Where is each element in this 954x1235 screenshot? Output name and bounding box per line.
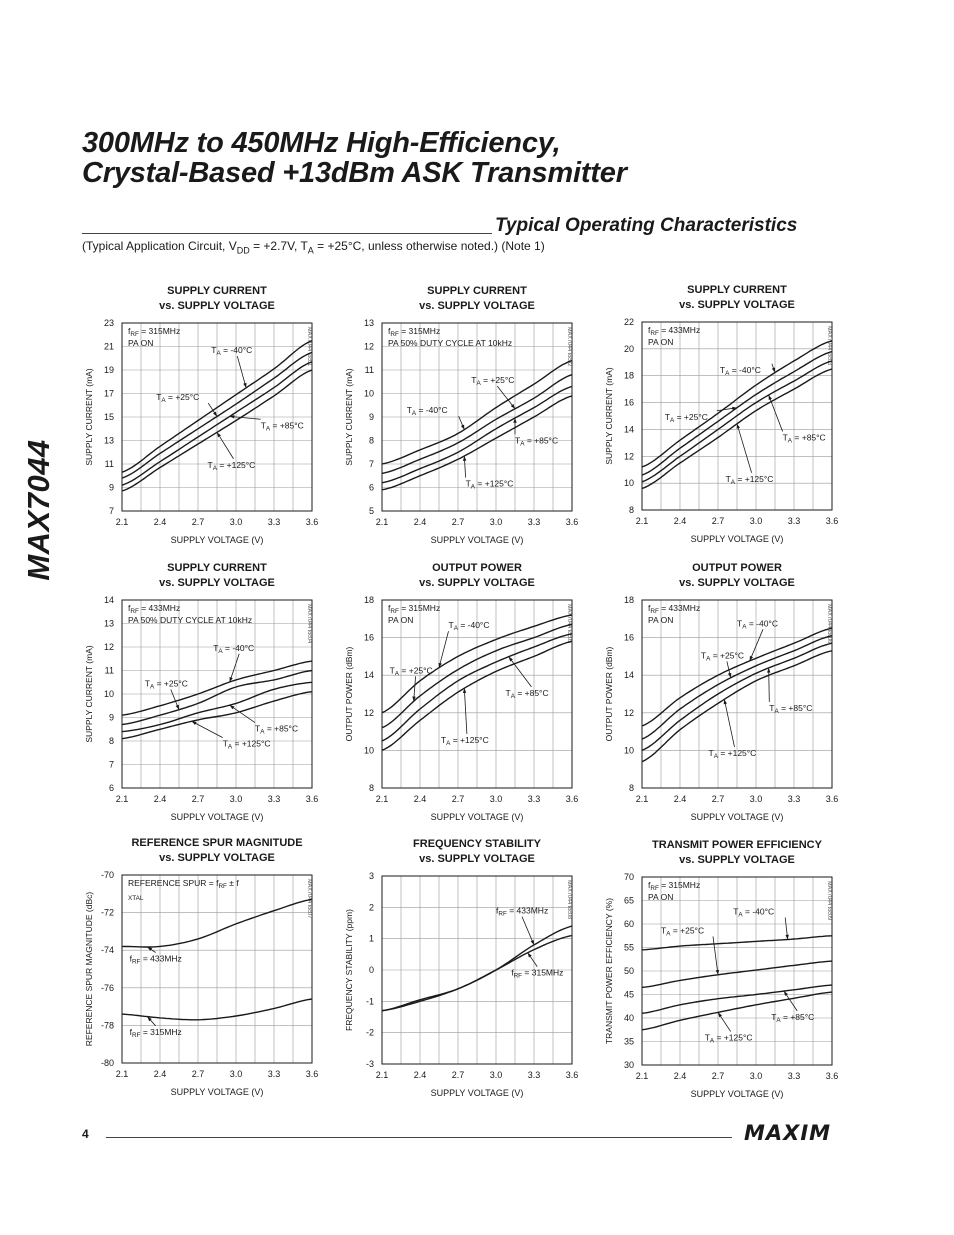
- y-tick-label: 10: [623, 745, 634, 756]
- x-tick-label: 3.0: [489, 517, 503, 527]
- chart-svg: [80, 832, 380, 1097]
- y-tick-label: 5: [368, 506, 374, 516]
- curve-label: $T_A = +125^\circ C$: [465, 478, 514, 491]
- chart-note: PA ON: [128, 338, 154, 348]
- curve-label: $T_A = +85^\circ C$: [255, 723, 299, 736]
- x-tick-label: 3.0: [229, 1069, 243, 1079]
- label-arrow: [237, 356, 246, 388]
- chart-5: [340, 557, 640, 822]
- section-rule: [82, 233, 492, 234]
- chart-title-line-2: vs. SUPPLY VOLTAGE: [419, 853, 535, 865]
- figure-code: MAX7044 toc05: [566, 604, 572, 644]
- y-tick-label: 0: [368, 965, 374, 975]
- y-tick-label: 9: [108, 712, 114, 723]
- y-tick-label: 55: [623, 942, 634, 953]
- chart-title-line-1: OUTPUT POWER: [432, 562, 522, 574]
- chart-note: $f_{RF} = 433MHz$: [128, 603, 181, 615]
- curve-label: $T_A = +125^\circ C$: [704, 1032, 753, 1045]
- arrow-head: [785, 935, 788, 940]
- chart-title-line-2: vs. SUPPLY VOLTAGE: [679, 299, 795, 311]
- x-tick-label: 3.3: [267, 517, 281, 527]
- x-axis-label: SUPPLY VOLTAGE (V): [430, 535, 524, 545]
- y-tick-label: 13: [363, 318, 374, 328]
- label-arrow: [769, 668, 770, 702]
- curve-label: $T_A = +85^\circ C$: [505, 687, 549, 700]
- chart-note: $f_{RF} = 315MHz$: [388, 326, 441, 338]
- curve-label: $T_A = +25^\circ C$: [156, 392, 200, 405]
- label-arrow: [192, 721, 223, 737]
- y-tick-label: 18: [623, 370, 634, 381]
- chart-9: [600, 834, 900, 1099]
- part-number: MAX7044: [21, 439, 56, 581]
- x-tick-label: 2.4: [153, 794, 167, 804]
- x-tick-label: 3.0: [489, 1070, 503, 1080]
- y-tick-label: 30: [623, 1060, 634, 1070]
- x-tick-label: 2.1: [375, 517, 389, 527]
- x-tick-label: 3.6: [305, 1069, 319, 1079]
- chart-4: [80, 557, 380, 822]
- arrow-head: [461, 425, 464, 430]
- y-tick-label: 14: [623, 424, 634, 435]
- chart-title-line-2: vs. SUPPLY VOLTAGE: [159, 852, 275, 864]
- chart-note: PA ON: [648, 615, 674, 625]
- y-tick-label: 3: [368, 871, 374, 881]
- y-tick-label: 8: [628, 505, 634, 515]
- x-tick-label: 2.1: [635, 794, 649, 804]
- x-tick-label: 3.6: [305, 517, 319, 527]
- y-tick-label: 17: [103, 388, 114, 399]
- x-tick-label: 3.0: [749, 1071, 763, 1081]
- y-axis-label: SUPPLY CURRENT (mA): [84, 368, 94, 466]
- y-axis-label: REFERENCE SPUR MAGNITUDE (dBc): [84, 891, 94, 1047]
- y-tick-label: 15: [103, 412, 114, 422]
- y-tick-label: 14: [363, 670, 374, 681]
- y-tick-label: 8: [628, 783, 634, 793]
- y-tick-label: 12: [363, 341, 374, 352]
- y-tick-label: 40: [623, 1013, 634, 1023]
- label-arrow: [713, 936, 718, 974]
- y-tick-label: 10: [363, 745, 374, 756]
- x-tick-label: 2.4: [673, 1071, 687, 1081]
- chart-svg: [600, 279, 900, 544]
- curve-label: $T_A = +125^\circ C$: [725, 473, 774, 486]
- y-tick-label: 21: [103, 341, 114, 352]
- y-tick-label: -80: [100, 1058, 114, 1068]
- x-tick-label: 2.4: [673, 794, 687, 804]
- curve-label: $T_A = +125^\circ C$: [222, 738, 271, 751]
- y-axis-label: OUTPUT POWER (dBm): [344, 646, 354, 742]
- y-axis-label: SUPPLY CURRENT (mA): [84, 645, 94, 743]
- y-tick-label: -76: [100, 982, 114, 993]
- chart-note: PA ON: [648, 892, 674, 902]
- curve-label: $T_A = +125^\circ C$: [440, 734, 489, 747]
- y-tick-label: 60: [623, 919, 634, 929]
- x-axis-label: SUPPLY VOLTAGE (V): [690, 1089, 784, 1099]
- chart-note: $f_{RF} = 315MHz$: [128, 326, 181, 338]
- curve-label: $T_A = +85^\circ C$: [771, 1011, 815, 1024]
- y-tick-label: 10: [363, 388, 374, 399]
- y-tick-label: 11: [364, 365, 374, 375]
- label-arrow: [724, 699, 734, 747]
- chart-title-line-2: vs. SUPPLY VOLTAGE: [159, 577, 275, 589]
- y-tick-label: -74: [100, 945, 114, 956]
- figure-code: MAX7044 toc09: [826, 881, 832, 921]
- y-tick-label: -72: [100, 907, 114, 918]
- chart-note: REFERENCE SPUR = $f_{RF} \pm f$: [128, 878, 239, 890]
- chart-note: PA ON: [648, 337, 674, 347]
- chart-title-line-1: SUPPLY CURRENT: [167, 562, 267, 574]
- x-axis-label: SUPPLY VOLTAGE (V): [170, 535, 264, 545]
- x-tick-label: 2.4: [413, 794, 427, 804]
- curve-label: $T_A = -40^\circ C$: [719, 364, 761, 377]
- curve-label: $f_{RF} = 433MHz$: [129, 953, 182, 966]
- x-tick-label: 3.3: [527, 794, 541, 804]
- page-title: [82, 128, 627, 188]
- chart-2: [340, 280, 640, 545]
- y-tick-label: 50: [623, 966, 634, 976]
- x-tick-label: 2.4: [413, 517, 427, 527]
- y-axis-label: SUPPLY CURRENT (mA): [604, 367, 614, 465]
- y-tick-label: -70: [100, 870, 114, 880]
- x-tick-label: 3.0: [229, 517, 243, 527]
- part-number-sidebar: [19, 400, 59, 620]
- chart-note: $f_{RF} = 315MHz$: [388, 603, 441, 615]
- y-tick-label: 12: [103, 642, 114, 652]
- label-arrow: [737, 424, 752, 473]
- x-tick-label: 3.3: [267, 1069, 281, 1079]
- x-tick-label: 2.7: [451, 794, 465, 804]
- chart-title-line-1: OUTPUT POWER: [692, 562, 782, 574]
- curve-label: $T_A = +25^\circ C$: [389, 665, 433, 678]
- y-tick-label: 12: [363, 707, 374, 718]
- x-tick-label: 3.6: [825, 1071, 839, 1081]
- chart-title-line-1: SUPPLY CURRENT: [427, 285, 527, 297]
- y-tick-label: 7: [368, 459, 374, 469]
- chart-title-line-2: vs. SUPPLY VOLTAGE: [419, 300, 535, 312]
- label-arrow: [464, 688, 467, 734]
- chart-svg: [340, 833, 640, 1098]
- chart-svg: [80, 557, 380, 822]
- figure-code: MAX7044 toc02: [566, 327, 572, 367]
- y-tick-label: -3: [365, 1059, 374, 1069]
- y-tick-label: 45: [623, 989, 634, 1000]
- y-axis-label: FREQUENCY STABILITY (ppm): [344, 909, 354, 1031]
- chart-svg: [340, 280, 640, 545]
- chart-1: [80, 280, 380, 545]
- figure-code: MAX7044 toc03: [826, 326, 832, 366]
- x-tick-label: 3.3: [527, 517, 541, 527]
- chart-title-line-2: vs. SUPPLY VOLTAGE: [679, 577, 795, 589]
- x-tick-label: 3.0: [229, 794, 243, 804]
- x-axis-label: SUPPLY VOLTAGE (V): [170, 812, 264, 822]
- x-axis-label: SUPPLY VOLTAGE (V): [170, 1087, 264, 1097]
- x-tick-label: 2.1: [635, 1071, 649, 1081]
- chart-svg: [80, 280, 380, 545]
- y-tick-label: 16: [363, 632, 374, 643]
- x-tick-label: 3.3: [267, 794, 281, 804]
- y-tick-label: -1: [365, 996, 374, 1007]
- x-tick-label: 3.6: [825, 516, 839, 526]
- y-tick-label: 23: [103, 318, 114, 328]
- chart-title-line-1: REFERENCE SPUR MAGNITUDE: [131, 837, 303, 849]
- section-title: Typical Operating Characteristics: [495, 215, 798, 236]
- chart-title-line-1: SUPPLY CURRENT: [687, 284, 787, 296]
- x-tick-label: 2.1: [635, 516, 649, 526]
- chart-svg: [600, 557, 900, 822]
- x-tick-label: 2.7: [711, 794, 725, 804]
- figure-code: MAX7044 toc04: [306, 604, 312, 644]
- y-tick-label: 19: [103, 365, 114, 375]
- curve-label: $T_A = +85^\circ C$: [782, 432, 826, 445]
- y-tick-label: 12: [623, 707, 634, 718]
- y-tick-label: 16: [623, 397, 634, 408]
- x-tick-label: 2.1: [375, 794, 389, 804]
- x-axis-label: SUPPLY VOLTAGE (V): [430, 812, 524, 822]
- chart-note: PA 50% DUTY CYCLE AT 10kHz: [388, 338, 513, 348]
- curve-label: $T_A = -40^\circ C$: [737, 618, 778, 631]
- y-tick-label: 13: [103, 435, 114, 446]
- title-line-2: Crystal-Based +13dBm ASK Transmitter: [82, 157, 627, 189]
- arrow-head: [243, 383, 246, 388]
- arrow-head: [737, 424, 740, 429]
- y-axis-label: TRANSMIT POWER EFFICIENCY (%): [604, 897, 614, 1045]
- x-tick-label: 2.1: [115, 517, 129, 527]
- chart-svg: [340, 557, 640, 822]
- x-tick-label: 3.0: [489, 794, 503, 804]
- y-tick-label: 16: [623, 632, 634, 643]
- curve-label: $T_A = +25^\circ C$: [144, 678, 188, 691]
- x-axis-label: SUPPLY VOLTAGE (V): [690, 812, 784, 822]
- footer-rule: [106, 1137, 732, 1138]
- curve-label: $T_A = +125^\circ C$: [708, 748, 757, 761]
- title-line-1: 300MHz to 450MHz High-Efficiency,: [82, 127, 561, 159]
- y-tick-label: 9: [108, 482, 114, 493]
- x-axis-label: SUPPLY VOLTAGE (V): [430, 1088, 524, 1098]
- curve-label: $T_A = +25^\circ C$: [661, 925, 705, 938]
- x-tick-label: 2.4: [673, 516, 687, 526]
- x-tick-label: 2.7: [711, 1071, 725, 1081]
- y-tick-label: 8: [368, 783, 374, 793]
- curve-label: $T_A = -40^\circ C$: [211, 345, 253, 358]
- y-tick-label: 10: [623, 478, 634, 489]
- x-tick-label: 2.1: [115, 794, 129, 804]
- x-tick-label: 2.1: [115, 1069, 129, 1079]
- chart-title-line-2: vs. SUPPLY VOLTAGE: [159, 300, 275, 312]
- chart-title-line-1: SUPPLY CURRENT: [167, 285, 267, 297]
- curve-label: $T_A = +25^\circ C$: [471, 375, 515, 388]
- y-tick-label: 13: [103, 618, 114, 629]
- chart-note: $f_{RF} = 315MHz$: [648, 880, 701, 892]
- y-tick-label: 20: [623, 343, 634, 354]
- curve-label: $T_A = +25^\circ C$: [664, 411, 708, 424]
- curve-label: $f_{RF} = 315MHz$: [511, 967, 564, 980]
- logo-text: MAXIM: [744, 1121, 832, 1145]
- x-tick-label: 3.3: [787, 794, 801, 804]
- chart-title-line-2: vs. SUPPLY VOLTAGE: [679, 854, 795, 866]
- y-tick-label: 8: [108, 736, 114, 746]
- x-tick-label: 2.4: [413, 1070, 427, 1080]
- arrow-head: [528, 953, 532, 958]
- chart-svg: [600, 834, 900, 1099]
- arrow-head: [784, 991, 788, 996]
- x-tick-label: 3.3: [787, 1071, 801, 1081]
- x-tick-label: 3.0: [749, 794, 763, 804]
- chart-6: [600, 557, 900, 822]
- curve-label: $f_{RF} = 315MHz$: [129, 1026, 182, 1039]
- x-tick-label: 3.3: [787, 516, 801, 526]
- figure-code: MAX7044 toc06: [826, 604, 832, 644]
- y-tick-label: -2: [365, 1027, 374, 1038]
- y-tick-label: 6: [108, 783, 114, 793]
- y-tick-label: 12: [623, 451, 634, 462]
- y-tick-label: 22: [623, 317, 634, 327]
- figure-code: MAX7044 toc01: [306, 327, 312, 367]
- x-tick-label: 3.6: [565, 517, 579, 527]
- figure-code: MAX7044 toc07: [306, 879, 312, 919]
- page-number: 4: [82, 1127, 89, 1141]
- curve-label: $T_A = -40^\circ C$: [213, 642, 255, 655]
- figure-code: MAX7044 toc08: [566, 880, 572, 920]
- arrow-head: [213, 412, 217, 417]
- y-tick-label: 7: [108, 506, 114, 516]
- chart-note: $f_{RF} = 433MHz$: [648, 603, 701, 615]
- arrow-head: [718, 1012, 722, 1017]
- y-tick-label: 11: [104, 665, 114, 676]
- y-tick-label: 14: [103, 595, 114, 605]
- x-tick-label: 2.7: [191, 517, 205, 527]
- x-axis-label: SUPPLY VOLTAGE (V): [690, 534, 784, 544]
- x-tick-label: 3.0: [749, 516, 763, 526]
- x-tick-label: 3.6: [565, 794, 579, 804]
- x-tick-label: 2.1: [375, 1070, 389, 1080]
- y-tick-label: -78: [100, 1020, 114, 1031]
- curve-label: $T_A = +85^\circ C$: [515, 435, 559, 448]
- y-tick-label: 70: [623, 872, 634, 882]
- chart-3: [600, 279, 900, 544]
- y-tick-label: 6: [368, 482, 374, 493]
- conditions-note: (Typical Application Circuit, $V_{DD} = +2.7V$, $T_A = +25^\circ C$, unless otherwise noted.) (Note 1): [82, 239, 545, 256]
- x-tick-label: 2.4: [153, 517, 167, 527]
- arrow-head: [176, 705, 179, 710]
- arrow-head: [192, 721, 197, 725]
- maxim-logo: [744, 1121, 854, 1143]
- curve-label: $T_A = -40^\circ C$: [406, 405, 448, 418]
- chart-title-line-1: FREQUENCY STABILITY: [413, 838, 541, 850]
- arrow-head: [531, 940, 534, 945]
- curve-label: $T_A = +125^\circ C$: [207, 459, 256, 472]
- x-tick-label: 3.3: [527, 1070, 541, 1080]
- y-tick-label: 65: [623, 895, 634, 906]
- y-tick-label: 9: [368, 412, 374, 422]
- arrow-head: [217, 432, 221, 437]
- x-tick-label: 3.6: [825, 794, 839, 804]
- x-tick-label: 2.7: [451, 1070, 465, 1080]
- arrow-head: [230, 705, 235, 709]
- chart-title-line-1: TRANSMIT POWER EFFICIENCY: [652, 839, 822, 851]
- curve-label: $f_{RF} = 433MHz$: [496, 905, 549, 918]
- x-tick-label: 3.6: [565, 1070, 579, 1080]
- chart-note: $f_{RF} = 433MHz$: [648, 325, 701, 337]
- y-tick-label: 7: [108, 759, 114, 770]
- curve-label: $T_A = -40^\circ C$: [733, 906, 775, 919]
- chart-title-line-2: vs. SUPPLY VOLTAGE: [419, 577, 535, 589]
- arrow-head: [772, 368, 775, 373]
- y-tick-label: 2: [368, 902, 374, 913]
- y-tick-label: 14: [623, 670, 634, 681]
- curve-label: $T_A = +25^\circ C$: [700, 650, 745, 663]
- y-tick-label: 10: [103, 689, 114, 699]
- curve-label: $T_A = +85^\circ C$: [769, 702, 813, 715]
- y-axis-label: OUTPUT POWER (dBm): [604, 646, 614, 742]
- x-tick-label: 2.7: [451, 517, 465, 527]
- curve-label: $T_A = -40^\circ C$: [448, 620, 490, 633]
- y-axis-label: SUPPLY CURRENT (mA): [344, 368, 354, 466]
- chart-note: PA 50% DUTY CYCLE AT 10kHz: [128, 615, 253, 625]
- y-tick-label: 8: [368, 435, 374, 446]
- y-tick-label: 11: [104, 459, 114, 469]
- y-tick-label: 18: [363, 595, 374, 605]
- label-arrow: [769, 395, 783, 431]
- x-tick-label: 2.4: [153, 1069, 167, 1079]
- arrow-head: [769, 395, 772, 400]
- x-tick-label: 3.6: [305, 794, 319, 804]
- y-tick-label: 1: [368, 933, 374, 944]
- chart-note: PA ON: [388, 615, 414, 625]
- y-tick-label: 18: [623, 595, 634, 605]
- x-tick-label: 2.7: [191, 1069, 205, 1079]
- y-tick-label: 35: [623, 1036, 634, 1047]
- chart-note: XTAL: [128, 895, 144, 902]
- curve-label: $T_A = +85^\circ C$: [260, 420, 304, 433]
- chart-8: [340, 833, 640, 1098]
- x-tick-label: 2.7: [711, 516, 725, 526]
- chart-7: [80, 832, 380, 1097]
- x-tick-label: 2.7: [191, 794, 205, 804]
